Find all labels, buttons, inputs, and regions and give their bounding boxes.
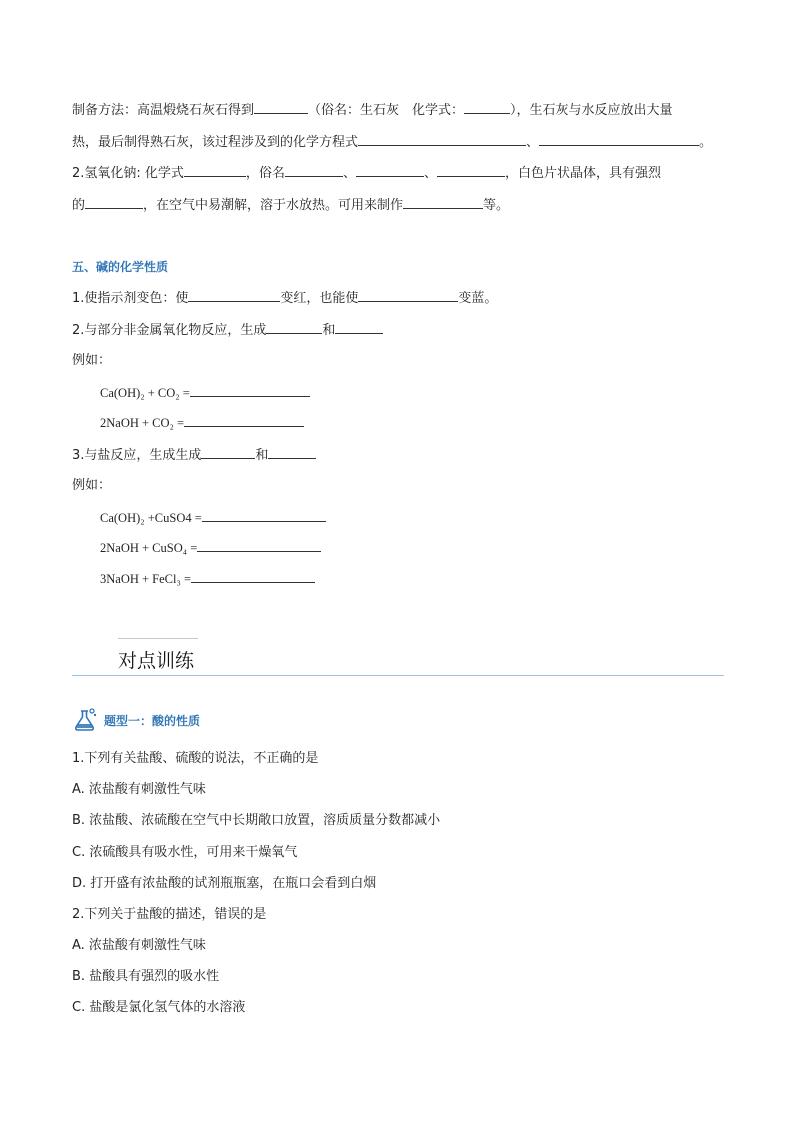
prep-text-a: 制备方法：高温煅烧石灰石得到 (72, 103, 255, 118)
answer-blank[interactable] (266, 320, 322, 334)
property-1-text-b: 变红，也能使 (280, 291, 359, 306)
question-1-stem: 1.下列有关盐酸、硫酸的说法，不正确的是 (72, 751, 319, 766)
answer-blank[interactable] (254, 100, 308, 114)
q1-option-a[interactable]: A. 浓盐酸有刺激性气味 (72, 782, 206, 797)
period: 。 (699, 135, 713, 150)
q1-option-c[interactable]: C. 浓硫酸具有吸水性，可用来干燥氧气 (72, 845, 298, 860)
property-2 (72, 320, 383, 341)
equation-1 (100, 383, 310, 403)
equation-2-text: 2NaOH + CO₂ = (100, 416, 185, 430)
answer-blank[interactable] (403, 195, 483, 209)
property-1-text-a: 1.使指示剂变色：使 (72, 291, 189, 306)
answer-blank[interactable] (191, 569, 315, 583)
answer-blank[interactable] (184, 413, 304, 427)
prep-line-1 (72, 100, 673, 121)
answer-blank[interactable] (356, 163, 424, 177)
property-2-text-b: 和 (322, 323, 336, 338)
question-2-stem: 2.下列关于盐酸的描述，错误的是 (72, 907, 267, 922)
separator: 、 (423, 166, 437, 181)
example-label: 例如： (72, 353, 112, 368)
prep-text-d: 热，最后制得熟石灰，该过程涉及到的化学方程式 (72, 135, 359, 150)
naoh-text-c: ，白色片状晶体，具有强烈 (504, 166, 661, 181)
separator: 、 (342, 166, 356, 181)
q2-option-a[interactable]: A. 浓盐酸有刺激性气味 (72, 938, 206, 953)
equation-5 (100, 569, 315, 589)
answer-blank[interactable] (190, 383, 310, 397)
answer-blank[interactable] (437, 163, 505, 177)
answer-blank[interactable] (202, 508, 326, 522)
q2-option-b[interactable]: B. 盐酸具有强烈的吸水性 (72, 969, 220, 984)
property-1-text-c: 变蓝。 (458, 291, 498, 306)
answer-blank[interactable] (358, 288, 458, 302)
equation-2 (100, 413, 304, 433)
naoh-text-f: 等。 (483, 198, 510, 213)
answer-blank[interactable] (464, 100, 510, 114)
equation-5-text: 3NaOH + FeCl₃ = (100, 572, 192, 586)
answer-blank[interactable] (188, 288, 280, 302)
flask-icon (72, 707, 98, 733)
naoh-line-2 (72, 195, 509, 216)
q2-option-c[interactable]: C. 盐酸是氯化氢气体的水溶液 (72, 1000, 246, 1015)
equation-1-text: Ca(OH)₂ + CO₂ = (100, 386, 190, 400)
answer-blank[interactable] (285, 163, 343, 177)
equation-4-text: 2NaOH + CuSO₄ = (100, 541, 198, 555)
property-2-text-a: 2.与部分非金属氧化物反应，生成 (72, 323, 267, 338)
prep-line-2 (72, 132, 712, 153)
q1-option-b[interactable]: B. 浓盐酸、浓硫酸在空气中长期敞口放置，溶质质量分数都减小 (72, 813, 441, 828)
separator: 、 (526, 135, 540, 150)
question-type-title: 题型一：酸的性质 (104, 714, 201, 728)
property-1 (72, 288, 497, 309)
equation-3 (100, 508, 326, 528)
prep-text-b: （俗名：生石灰 化学式： (308, 103, 465, 118)
prep-text-c: ），生石灰与水反应放出大量 (510, 103, 673, 118)
property-3 (72, 445, 316, 466)
equation-4 (100, 538, 321, 558)
naoh-text-b: ，俗名 (245, 166, 285, 181)
answer-blank[interactable] (358, 132, 526, 146)
answer-blank[interactable] (85, 195, 143, 209)
naoh-text-d: 的 (72, 198, 86, 213)
answer-blank[interactable] (201, 445, 255, 459)
q1-option-d[interactable]: D. 打开盛有浓盐酸的试剂瓶瓶塞，在瓶口会看到白烟 (72, 876, 377, 891)
property-3-text-b: 和 (255, 448, 269, 463)
property-3-text-a: 3.与盐反应，生成生成 (72, 448, 202, 463)
equation-3-text: Ca(OH)₂ +CuSO4 = (100, 511, 202, 525)
answer-blank[interactable] (539, 132, 699, 146)
answer-blank[interactable] (268, 445, 316, 459)
answer-blank[interactable] (197, 538, 321, 552)
heading-divider (72, 675, 724, 676)
naoh-text-a: 2.氢氧化钠: 化学式 (72, 166, 184, 181)
example-label: 例如： (72, 478, 112, 493)
naoh-line-1 (72, 163, 661, 184)
answer-blank[interactable] (184, 163, 246, 177)
naoh-text-e: ，在空气中易潮解，溶于水放热。可用来制作 (143, 198, 404, 213)
training-heading: 对点训练 (118, 650, 195, 672)
heading-decor-line (118, 638, 198, 639)
section-title: 五、碱的化学性质 (72, 260, 169, 274)
answer-blank[interactable] (335, 320, 383, 334)
